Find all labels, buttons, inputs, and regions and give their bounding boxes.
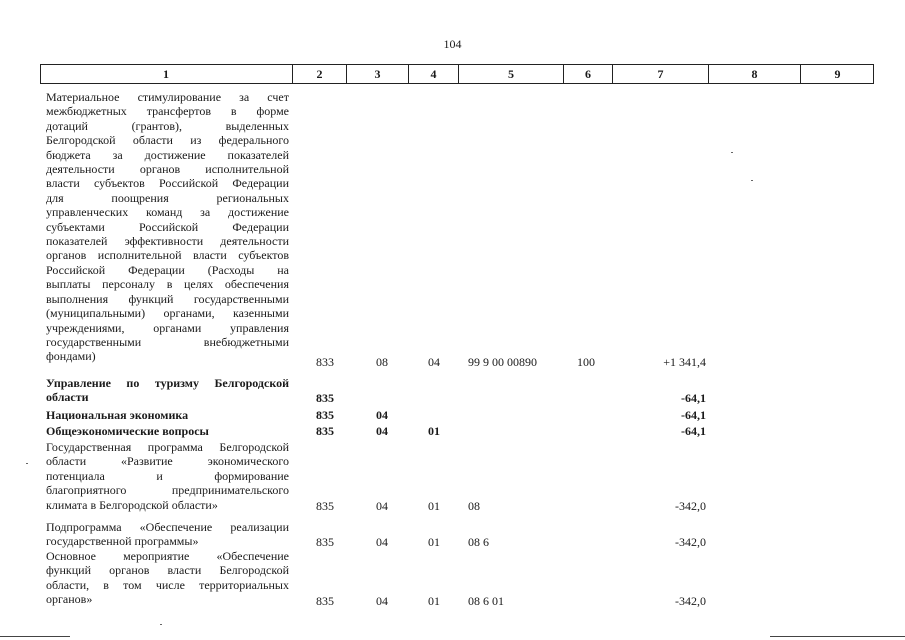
description-line: фондами) [46, 349, 96, 364]
scan-edge-line [0, 636, 70, 637]
cell-c3: 04 [376, 499, 388, 513]
row-description [46, 90, 289, 364]
cell-c4: 01 [428, 594, 440, 608]
row-description [46, 424, 289, 438]
cell-c3: 04 [376, 424, 388, 438]
description-line: Основное мероприятие «Обеспечение [46, 549, 289, 563]
cell-c3: 04 [376, 594, 388, 608]
column-header-6: 6 [563, 65, 612, 83]
description-line: бюджета за достижение показателей [46, 147, 289, 162]
cell-c7: -342,0 [675, 499, 706, 513]
cell-c3: 04 [376, 408, 388, 422]
description-line: субъектами Российской Федерации [46, 219, 289, 234]
cell-c4: 01 [428, 424, 440, 438]
row-description [46, 520, 289, 549]
description-line: для поощрения региональных [46, 190, 289, 205]
description-line: Подпрограмма «Обеспечение реализации [46, 520, 289, 534]
page-number: 104 [443, 37, 462, 51]
description-line: органов исполнительной власти субъектов [46, 248, 289, 263]
column-header-5: 5 [458, 65, 563, 83]
column-header-7: 7 [612, 65, 708, 83]
row-description [46, 408, 289, 422]
row-description [46, 440, 289, 512]
row-description [46, 549, 289, 607]
column-header-4: 4 [408, 65, 458, 83]
description-line: Управление по туризму Белгородской [46, 376, 289, 390]
cell-c3: 04 [376, 535, 388, 549]
description-line: функций органов власти Белгородской [46, 563, 289, 578]
description-line: Материальное стимулирование за счет [46, 90, 289, 104]
cell-c2: 833 [316, 355, 334, 369]
cell-c5: 08 [468, 499, 480, 513]
cell-c5: 08 6 [468, 535, 489, 549]
description-line: управленческих команд за достижение [46, 205, 289, 220]
description-line: Российской Федерации (Расходы на [46, 262, 289, 277]
description-line: государственными внебюджетными [46, 334, 289, 349]
description-line: государственной программы» [46, 534, 199, 549]
row-description [46, 376, 289, 405]
scan-speck [731, 152, 733, 153]
cell-c2: 835 [316, 391, 334, 405]
description-line: показателей эффективности деятельности [46, 234, 289, 249]
scan-speck [751, 180, 753, 181]
cell-c4: 04 [428, 355, 440, 369]
description-line: климата в Белгородской области» [46, 497, 218, 512]
table-header [40, 64, 874, 84]
column-header-8: 8 [708, 65, 800, 83]
cell-c2: 835 [316, 408, 334, 422]
cell-c5: 99 9 00 00890 [468, 355, 537, 369]
description-line: дотаций (грантов), выделенных [46, 118, 289, 133]
cell-c7: -342,0 [675, 594, 706, 608]
scan-edge-line [770, 636, 905, 637]
description-line: благоприятного предпринимательского [46, 483, 289, 498]
description-line: области «Развитие экономического [46, 454, 289, 469]
description-line: деятельности органов исполнительной [46, 162, 289, 177]
cell-c2: 835 [316, 535, 334, 549]
scan-speck [26, 463, 28, 464]
description-line: межбюджетных трансфертов в форме [46, 104, 289, 119]
column-header-3: 3 [346, 65, 408, 83]
description-line: области [46, 390, 89, 405]
column-header-2: 2 [292, 65, 346, 83]
cell-c2: 835 [316, 594, 334, 608]
description-line: потенциала и формирование [46, 468, 289, 483]
cell-c6: 100 [577, 355, 595, 369]
cell-c3: 08 [376, 355, 388, 369]
description-line: органов» [46, 592, 93, 607]
cell-c5: 08 6 01 [468, 594, 504, 608]
description-line: области, в том числе территориальных [46, 577, 289, 592]
description-line: власти субъектов Российской Федерации [46, 176, 289, 191]
description-line: Национальная экономика [46, 408, 189, 422]
description-line: выполнения функций государственными [46, 291, 289, 306]
description-line: выплаты персоналу в целях обеспечения [46, 277, 289, 292]
description-line: учреждениями, органами управления [46, 320, 289, 335]
description-line: Государственная программа Белгородской [46, 440, 289, 454]
column-header-9: 9 [800, 65, 874, 83]
cell-c7: -342,0 [675, 535, 706, 549]
cell-c4: 01 [428, 535, 440, 549]
cell-c7: -64,1 [681, 391, 706, 405]
scan-speck [160, 624, 162, 625]
description-line: Белгородской области из федерального [46, 133, 289, 148]
cell-c2: 835 [316, 499, 334, 513]
cell-c7: -64,1 [681, 424, 706, 438]
cell-c7: -64,1 [681, 408, 706, 422]
cell-c2: 835 [316, 424, 334, 438]
cell-c4: 01 [428, 499, 440, 513]
description-line: (муниципальными) органами, казенными [46, 306, 289, 321]
cell-c7: +1 341,4 [663, 355, 706, 369]
column-header-1: 1 [163, 67, 169, 81]
description-line: Общеэкономические вопросы [46, 424, 209, 438]
